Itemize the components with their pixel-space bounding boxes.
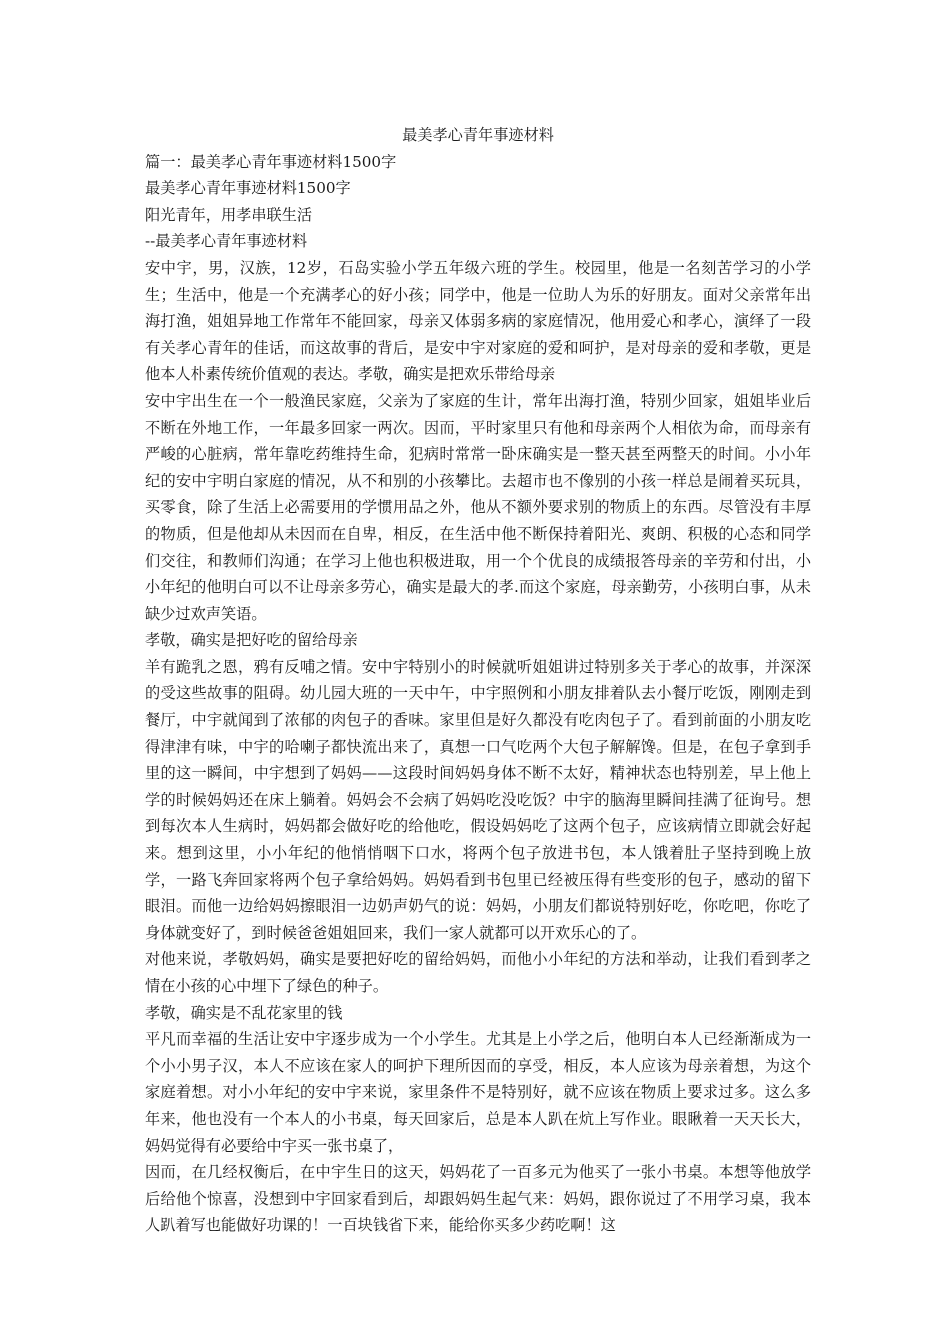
paragraph-birthday: 因而，在几经权衡后，在中宇生日的这天，妈妈花了一百多元为他买了一张小书桌。本想等他放学后给他个惊喜，没想到中宇回家看到后，却跟妈妈生起气来：妈妈，跟你说过了不用学习桌，我本人趴着写也能做好功课的！一百块钱省下来，能给你买多少药吃啊！这 bbox=[145, 1163, 811, 1235]
paragraph-intro: 安中宇，男，汉族，12岁，石岛实验小学五年级六班的学生。校园里，他是一名刻苦学习的小学生；生活中，他是一个充满孝心的好小孩；同学中，他是一位助人为乐的好朋友。面对父亲常年出海打渔，姐姐异地工作常年不能回家，母亲又体弱多病的家庭情况，他用爱心和孝心，演绎了一段有关孝心青年的佳话，而这故事的背后，是安中宇对家庭的爱和呵护，是对母亲的爱和孝敬，更是他本人朴素传统价值观的表达。孝敬，确实是把欢乐带给母亲 bbox=[145, 258, 811, 384]
chapter-heading: 篇一：最美孝心青年事迹材料1500字 bbox=[145, 152, 397, 171]
article-subheading: --最美孝心青年事迹材料 bbox=[145, 232, 308, 251]
paragraph-buns-story: 羊有跪乳之恩，鸦有反哺之情。安中宇特别小的时候就听姐姐讲过特别多关于孝心的故事，并深深的受这些故事的阻碍。幼儿园大班的一天中午，中宇照例和小朋友排着队去小餐厅吃饭，刚刚走到餐厅，中宇就闻到了浓郁的肉包子的香味。家里但是好久都没有吃肉包子了。看到前面的小朋友吃得津津有味，中宇的哈喇子都快流出来了，真想一口气吃两个大包子解解馋。但是，在包子拿到手里的这一瞬间，中宇想到了妈妈——这段时间妈妈身体不断不太好，精神状态也特别差，早上他上学的时候妈妈还在床上躺着。妈妈会不会病了妈妈吃没吃饭？中宇的脑海里瞬间挂满了征询号。想到每次本人生病时，妈妈都会做好吃的给他吃，假设妈妈吃了这两个包子，应该病情立即就会好起来。想到这里，小小年纪的他悄悄咽下口水，将两个包子放进书包，本人饿着肚子坚持到晚上放学，一路飞奔回家将两个包子拿给妈妈。妈妈看到书包里已经被压得有些变形的包子，感动的留下眼泪。而他一边给妈妈擦眼泪一边奶声奶气的说：妈妈，小朋友们都说特别好吃，你吃吧，你吃了身体就变好了，到时候爸爸姐姐回来，我们一家人就都可以开欢乐心的了。 bbox=[145, 657, 811, 942]
document-title: 最美孝心青年事迹材料 bbox=[402, 126, 554, 144]
article-title: 最美孝心青年事迹材料1500字 bbox=[145, 179, 351, 198]
paragraph-family: 安中宇出生在一个一般渔民家庭，父亲为了家庭的生计，常年出海打渔，特别少回家，姐姐毕业后不断在外地工作，一年最多回家一两次。因而，平时家里只有他和母亲两个人相依为命，而母亲有严峻的心脏病，常年靠吃药维持生命，犯病时常常一卧床确实是一整天甚至两整天的时间。小小年纪的安中宇明白家庭的情况，从不和别的小孩攀比。去超市也不像别的小孩一样总是闹着买玩具，买零食，除了生活上必需要用的学惯用品之外，他从不额外要求别的物质上的东西。尽管没有丰厚的物质，但是他却从未因而在自卑，相反，在生活中他不断保持着阳光、爽朗、积极的心态和同学们交往，和教师们沟通；在学习上他也积极进取，用一个个优良的成绩报答母亲的辛劳和付出，小小年纪的他明白可以不让母亲多劳心，确实是最大的孝.而这个家庭，母亲勤劳，小孩明白事，从未缺少过欢声笑语。 bbox=[145, 391, 811, 623]
paragraph-reflection: 对他来说，孝敬妈妈，确实是要把好吃的留给妈妈，而他小小年纪的方法和举动，让我们看到孝之情在小孩的心中埋下了绿色的种子。 bbox=[145, 950, 811, 995]
article-subtitle: 阳光青年，用孝串联生活 bbox=[145, 205, 313, 224]
document-body bbox=[145, 122, 811, 1239]
paragraph-desk-story: 平凡而幸福的生活让安中宇逐步成为一个小学生。尤其是上小学之后，他明白本人已经渐渐成为一个小小男子汉，本人不应该在家人的呵护下理所因而的享受，相反，本人应该为母亲着想，为这个家庭着想。对小小年纪的安中宇来说，家里条件不是特别好，就不应该在物质上要求过多。这么多年来，他也没有一个本人的小书桌，每天回家后，总是本人趴在炕上写作业。眼瞅着一天天长大，妈妈觉得有必要给中宇买一张书桌了， bbox=[145, 1030, 811, 1155]
section-heading-money: 孝敬，确实是不乱花家里的钱 bbox=[145, 1003, 343, 1022]
section-heading-food: 孝敬，确实是把好吃的留给母亲 bbox=[145, 631, 358, 650]
